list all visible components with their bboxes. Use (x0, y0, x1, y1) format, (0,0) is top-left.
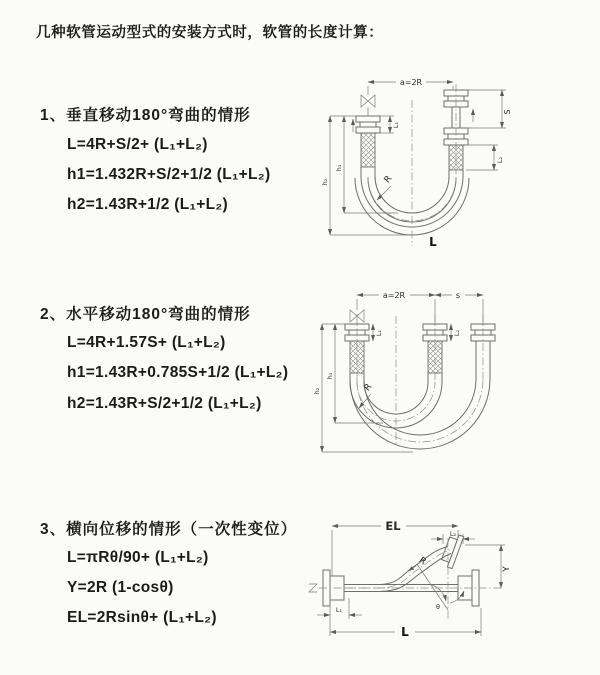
section-2-formula-length: L=4R+1.57S+ (L₁+L₂) (67, 334, 226, 351)
dim-label-r: R (362, 382, 375, 394)
dimension-end-right (466, 145, 504, 170)
dim-label-theta: θ (436, 603, 440, 611)
dimension-span (357, 291, 483, 324)
dim-label-y: Y (502, 566, 512, 572)
dimension-end-mid (451, 324, 461, 341)
dim-label-l2: L₂ (453, 329, 461, 337)
dimension-extended-length (332, 519, 458, 576)
dim-label-l1: L₁ (392, 121, 400, 129)
dim-label-el: EL (385, 519, 401, 533)
dim-label-length: L (429, 235, 437, 249)
dimension-span (368, 78, 453, 95)
section-1-formula-h2: h2=1.43R+1/2 (L₁+L₂) (67, 196, 229, 213)
section-3-heading: 3、横向位移的情形（一次性变位） (40, 521, 298, 538)
dim-label-r: R (382, 174, 395, 186)
dimension-length (330, 598, 481, 639)
dim-label-span: a=2R (382, 291, 406, 300)
section-2-formula-h2: h2=1.43R+S/2+1/2 (L₁+L₂) (67, 395, 262, 412)
valve-icon (361, 95, 375, 116)
dim-label-length: L (401, 625, 409, 639)
dim-label-shift: s (455, 291, 461, 300)
section-3-formula-el: EL=2Rsinθ+ (L₁+L₂) (67, 609, 217, 626)
dim-label-s: S (503, 109, 512, 115)
dim-label-h2: h₂ (321, 178, 329, 186)
dim-label-h2: h₂ (313, 387, 321, 395)
radius-callout (377, 174, 394, 200)
dimension-end-left (373, 324, 383, 341)
dimension-stroke (468, 90, 512, 128)
dim-label-l2: L₂ (496, 156, 504, 164)
section-1-formula-h1: h1=1.432R+S/2+1/2 (L₁+L₂) (67, 166, 271, 183)
dim-label-l2: L₂ (449, 530, 457, 538)
hose-braid-left (361, 133, 375, 167)
page-title: 几种软管运动型式的安装方式时，软管的长度计算： (36, 25, 384, 41)
section-2-heading: 2、水平移动180°弯曲的情形 (40, 306, 251, 323)
diagram-horizontal-180-bend (313, 286, 541, 458)
dim-label-span: a=2R (399, 78, 423, 87)
section-1-heading: 1、垂直移动180°弯曲的情形 (40, 107, 251, 124)
dim-label-h1: h₁ (335, 164, 343, 172)
dim-label-h1: h₁ (326, 372, 334, 380)
dim-label-l1: L₁ (335, 606, 343, 614)
diagram-vertical-180-bend (316, 70, 528, 252)
flange-displaced (440, 532, 464, 568)
section-2-formula-h1: h1=1.43R+0.785S+1/2 (L₁+L₂) (67, 364, 289, 381)
flange-left (356, 116, 380, 176)
section-3-formula-y: Y=2R (1-cosθ) (67, 579, 174, 596)
section-3-formula-length: L=πRθ/90+ (L₁+L₂) (67, 549, 209, 566)
dimension-end-left (380, 116, 400, 133)
section-1-formula-length: L=4R+S/2+ (L₁+L₂) (67, 136, 208, 153)
dim-label-r: R (416, 555, 428, 568)
dim-label-l1: L₁ (375, 329, 383, 337)
diagram-lateral-displacement (305, 512, 555, 640)
break-mark (309, 584, 317, 592)
